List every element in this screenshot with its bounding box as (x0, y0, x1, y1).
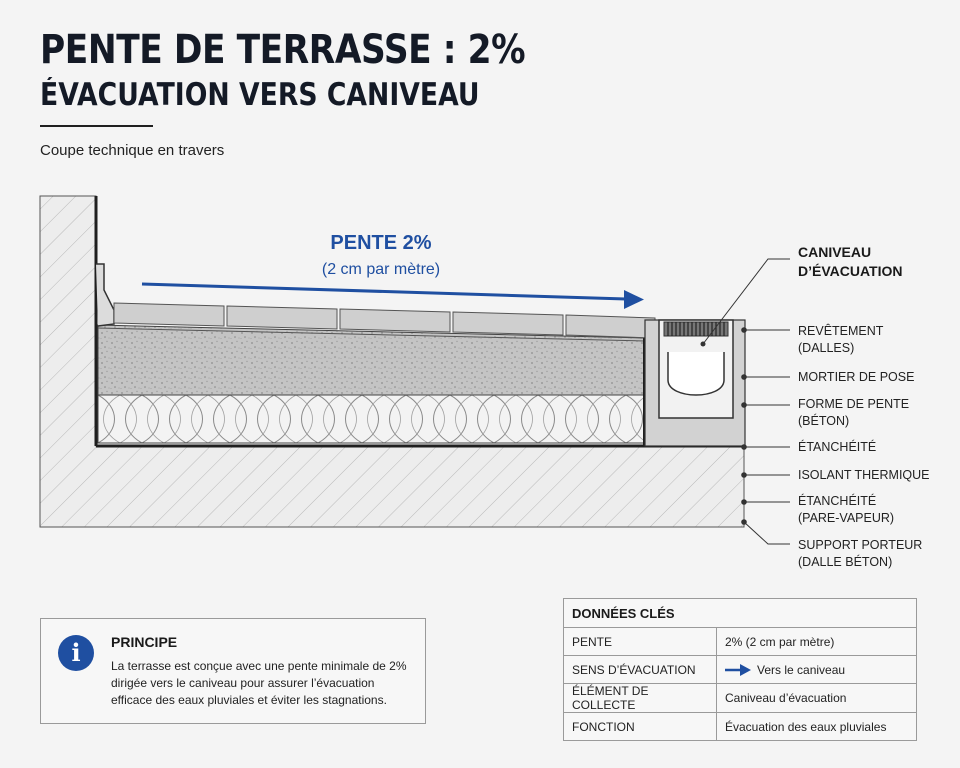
section-caption: Coupe technique en travers (40, 142, 225, 159)
drain-label-line2: D’ÉVACUATION (798, 263, 903, 279)
slope-sublabel: (2 cm par mètre) (321, 261, 441, 278)
table-key: SENS D’ÉVACUATION (564, 656, 717, 684)
page-title: PENTE DE TERRASSE : 2% (40, 27, 526, 73)
layer-leader-lines (742, 328, 790, 544)
table-row (564, 684, 917, 713)
table-value: Caniveau d’évacuation (717, 684, 917, 713)
table-row (564, 713, 917, 741)
layer-label: ÉTANCHÉITÉ (798, 440, 877, 454)
key-data-header-row (564, 599, 917, 628)
principle-text: La terrasse est conçue avec une pente minimale de 2% dirigée vers le caniveau pour assurer l’évacuation efficace des eaux pluviales et éviter les stagnations. (111, 659, 407, 707)
layer-label-sub: (DALLE BÉTON) (798, 555, 893, 569)
table-key: FONCTION (564, 713, 717, 741)
key-data-title: DONNÉES CLÉS (564, 599, 917, 628)
layer-label: FORME DE PENTE (798, 397, 910, 411)
drain-label-line1: CANIVEAU (798, 244, 872, 260)
layer-label-sub: (BÉTON) (798, 414, 850, 428)
layer-label-sub: (PARE-VAPEUR) (798, 511, 895, 525)
key-data-table (563, 598, 917, 741)
table-value: Évacuation des eaux pluviales (717, 713, 917, 741)
slope-arrow (142, 284, 644, 309)
table-value: Vers le caniveau (757, 662, 846, 677)
page-subtitle: ÉVACUATION VERS CANIVEAU (40, 77, 480, 113)
table-value: 2% (2 cm par mètre) (717, 628, 917, 656)
layer-label: ISOLANT THERMIQUE (798, 468, 930, 482)
table-value-cell (717, 656, 917, 684)
info-icon: i (58, 635, 94, 671)
slope-concrete (98, 325, 644, 395)
layer-label: ÉTANCHÉITÉ (798, 494, 877, 508)
insulation-layer (98, 395, 644, 443)
layer-label: MORTIER DE POSE (798, 370, 915, 384)
table-key: ÉLÉMENT DE COLLECTE (564, 684, 717, 713)
principle-box (40, 618, 426, 724)
layer-label-sub: (DALLES) (798, 341, 855, 355)
principle-title: PRINCIPE (111, 634, 178, 650)
layer-label: SUPPORT PORTEUR (798, 538, 923, 552)
table-key: PENTE (564, 628, 717, 656)
arrow-right-icon (725, 664, 751, 676)
slope-label: PENTE 2% (330, 232, 432, 254)
table-row (564, 628, 917, 656)
drain-channel (645, 320, 745, 446)
wall-flashing (96, 264, 114, 326)
table-row (564, 656, 917, 684)
layer-label: REVÊTEMENT (798, 324, 884, 338)
